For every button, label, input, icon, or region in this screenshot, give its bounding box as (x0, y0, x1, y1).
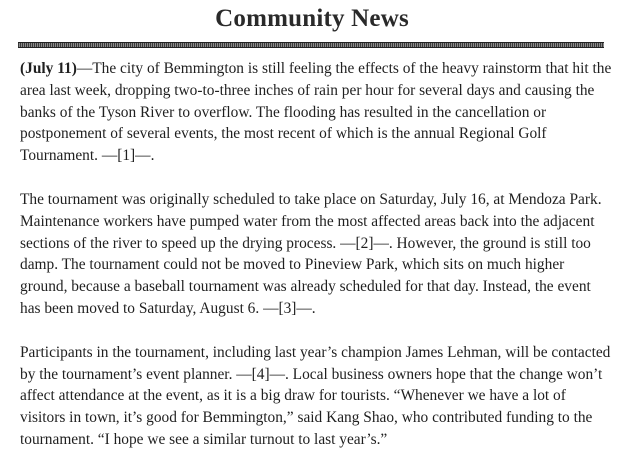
dateline: (July 11) (20, 60, 77, 77)
article-paragraph-2 (20, 189, 612, 320)
masthead (0, 0, 624, 34)
paragraph-text: Participants in the tournament, including last year’s champion James Lehman, will be contacted by the tournament’s event planner. —[4]—. Local business owners hope that the change won’t affect attendance at the event, as it is a big draw for tourists. “Whenever we have a lot of visitors in town, it’s good for Bemmington,” said Kang Shao, who contributed funding to the tournament. “I hope we see a similar turnout to last year’s.” (20, 343, 611, 448)
paragraph-text: The tournament was originally scheduled to take place on Saturday, July 16, at Mendoza Park. Maintenance workers have pumped water from the most affected areas back into the adjacent sections of the river to speed up the drying process. —[2]—. However, the ground is still too damp. The tournament could not be moved to Pineview Park, which sits on much higher ground, because a baseball tournament was already scheduled for that day. Instead, the event has been moved to Saturday, August 6. —[3]—. (20, 190, 602, 317)
paragraph-text: —The city of Bemmington is still feeling the effects of the heavy rainstorm that hit the area last week, dropping two-to-three inches of rain per hour for several days and causing the banks of the Tyson River to overflow. The flooding has resulted in the cancellation or postponement of several events, the most recent of which is the annual Regional Golf Tournament. —[1]—. (20, 60, 612, 165)
page-title: Community News (215, 5, 409, 32)
article-paragraph-1 (20, 58, 612, 167)
masthead-divider (18, 42, 604, 48)
article-body (20, 58, 612, 473)
article-paragraph-3 (20, 342, 612, 451)
